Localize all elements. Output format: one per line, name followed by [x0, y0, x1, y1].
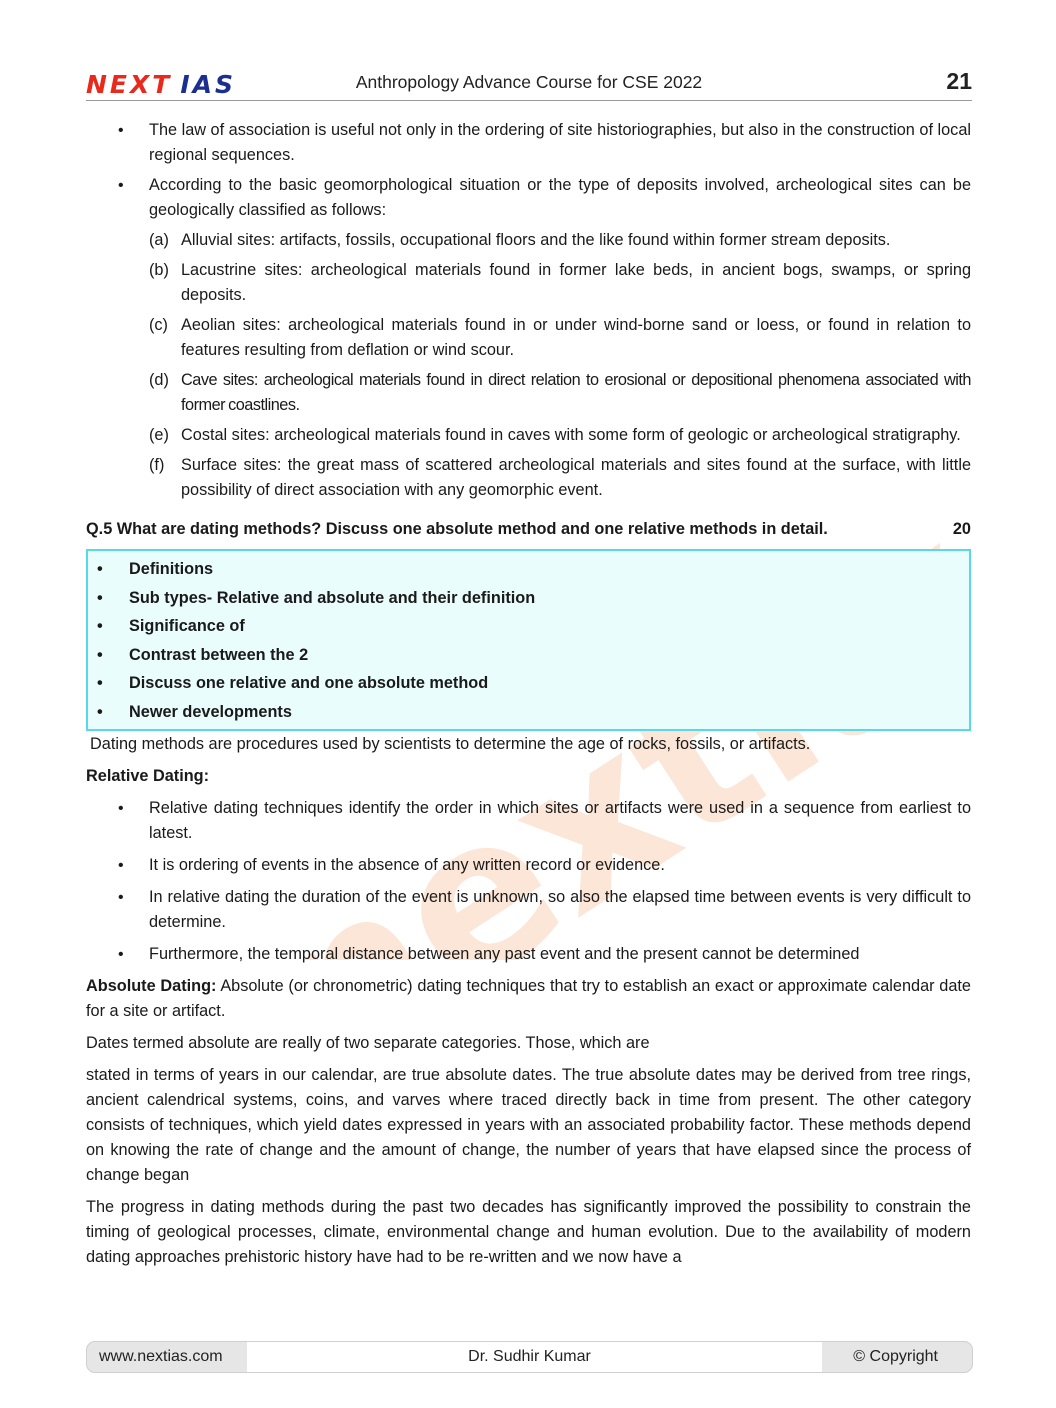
item-text: Costal sites: archeological materials found in caves with some form of geologic or archeological stratigraphy.	[181, 426, 961, 444]
outline-item: • Significance of	[88, 612, 969, 641]
footer-website-link[interactable]: www.nextias.com	[99, 1348, 223, 1365]
list-item: • Relative dating techniques identify the order in which sites or artifacts were used in a sequence from earliest to latest.	[86, 796, 971, 846]
site-type-item	[149, 368, 971, 418]
question-marks: 20	[952, 520, 971, 538]
question-heading	[86, 517, 971, 542]
list-item: • In relative dating the duration of the event is unknown, so also the elapsed time between events is very difficult to determine.	[86, 885, 971, 935]
answer-outline-list	[88, 555, 969, 726]
definition-paragraph: Dating methods are procedures used by scientists to determine the age of rocks, fossils, or artifacts.	[90, 735, 811, 753]
site-type-item	[149, 423, 971, 448]
absolute-dating-paragraph	[86, 974, 971, 1024]
item-text: Alluvial sites: artifacts, fossils, occupational floors and the like found within former stream deposits.	[181, 231, 891, 249]
item-label: (b)	[149, 261, 169, 279]
outline-item: • Definitions	[88, 555, 969, 584]
list-item: • It is ordering of events in the absence of any written record or evidence.	[86, 853, 971, 878]
site-type-item	[149, 453, 971, 503]
page-footer	[86, 1341, 973, 1373]
outline-item: • Sub types- Relative and absolute and their definition	[88, 584, 969, 613]
page-content	[86, 118, 971, 1270]
body-paragraph: The progress in dating methods during the past two decades has significantly improved the possibility to constrain the timing of geological processes, climate, environmental change and human evolution. Due to the availability of modern dating approaches prehistoric history have had to be re-written and we now have a	[86, 1198, 971, 1266]
site-types-list	[149, 228, 971, 503]
page-header	[86, 66, 972, 101]
body-paragraph: Dates termed absolute are really of two separate categories. Those, which are	[86, 1034, 650, 1052]
body-paragraph: stated in terms of years in our calendar, are true absolute dates. The true absolute dates may be derived from tree rings, ancient calendrical systems, coins, and varves where traced directly back in time from present. The other category consists of techniques, which yield dates expressed in years with an associated probability factor. These methods depend on knowing the rate of change and the amount of change, the number of years that have elapsed since the process of change began	[86, 1066, 971, 1184]
item-label: (e)	[149, 426, 169, 444]
outline-item: • Newer developments	[88, 698, 969, 727]
site-type-item	[149, 313, 971, 363]
list-item: • The law of association is useful not only in the ordering of site historiographies, but also in the construction of local regional sequences.	[86, 118, 971, 168]
footer-author: Dr. Sudhir Kumar	[468, 1348, 591, 1365]
course-title: Anthropology Advance Course for CSE 2022	[355, 72, 703, 92]
intro-bullet-list	[86, 118, 971, 503]
site-type-item	[149, 228, 971, 253]
list-item	[86, 173, 971, 503]
site-type-item	[149, 258, 971, 308]
list-item: • Furthermore, the temporal distance between any past event and the present cannot be determined	[86, 942, 971, 967]
logo-ias-text: IAS	[180, 70, 236, 99]
relative-dating-heading: Relative Dating:	[86, 767, 210, 785]
item-label: (d)	[149, 371, 169, 389]
item-text: Surface sites: the great mass of scattered archeological materials and sites found at the surface, with little possibility of direct association with any geomorphic event.	[181, 456, 971, 499]
item-label: (f)	[149, 456, 165, 474]
item-text: Lacustrine sites: archeological materials found in former lake beds, in ancient bogs, swamps, or spring deposits.	[181, 261, 971, 304]
absolute-dating-heading: Absolute Dating:	[86, 977, 217, 995]
item-text: Cave sites: archeological materials found in direct relation to erosional or depositional phenomena associated with former coastlines.	[181, 371, 971, 414]
page-number: 21	[946, 68, 972, 94]
outline-item: • Contrast between the 2	[88, 641, 969, 670]
relative-dating-list	[86, 796, 971, 967]
logo-next-text: NEXT	[86, 70, 173, 99]
absolute-dating-text: Absolute (or chronometric) dating techniques that try to establish an exact or approximate calendar date for a site or artifact.	[86, 977, 971, 1020]
list-item-text: According to the basic geomorphological situation or the type of deposits involved, archeological sites can be geologically classified as follows:	[149, 176, 971, 219]
item-label: (a)	[149, 231, 169, 249]
item-label: (c)	[149, 316, 168, 334]
answer-outline-box	[86, 549, 971, 731]
outline-item: • Discuss one relative and one absolute method	[88, 669, 969, 698]
question-text: Q.5 What are dating methods? Discuss one absolute method and one relative methods in detail.	[86, 520, 828, 538]
item-text: Aeolian sites: archeological materials found in or under wind-borne sand or loess, or found in relation to features resulting from deflation or wind scour.	[181, 316, 971, 359]
footer-copyright: © Copyright	[853, 1348, 938, 1365]
